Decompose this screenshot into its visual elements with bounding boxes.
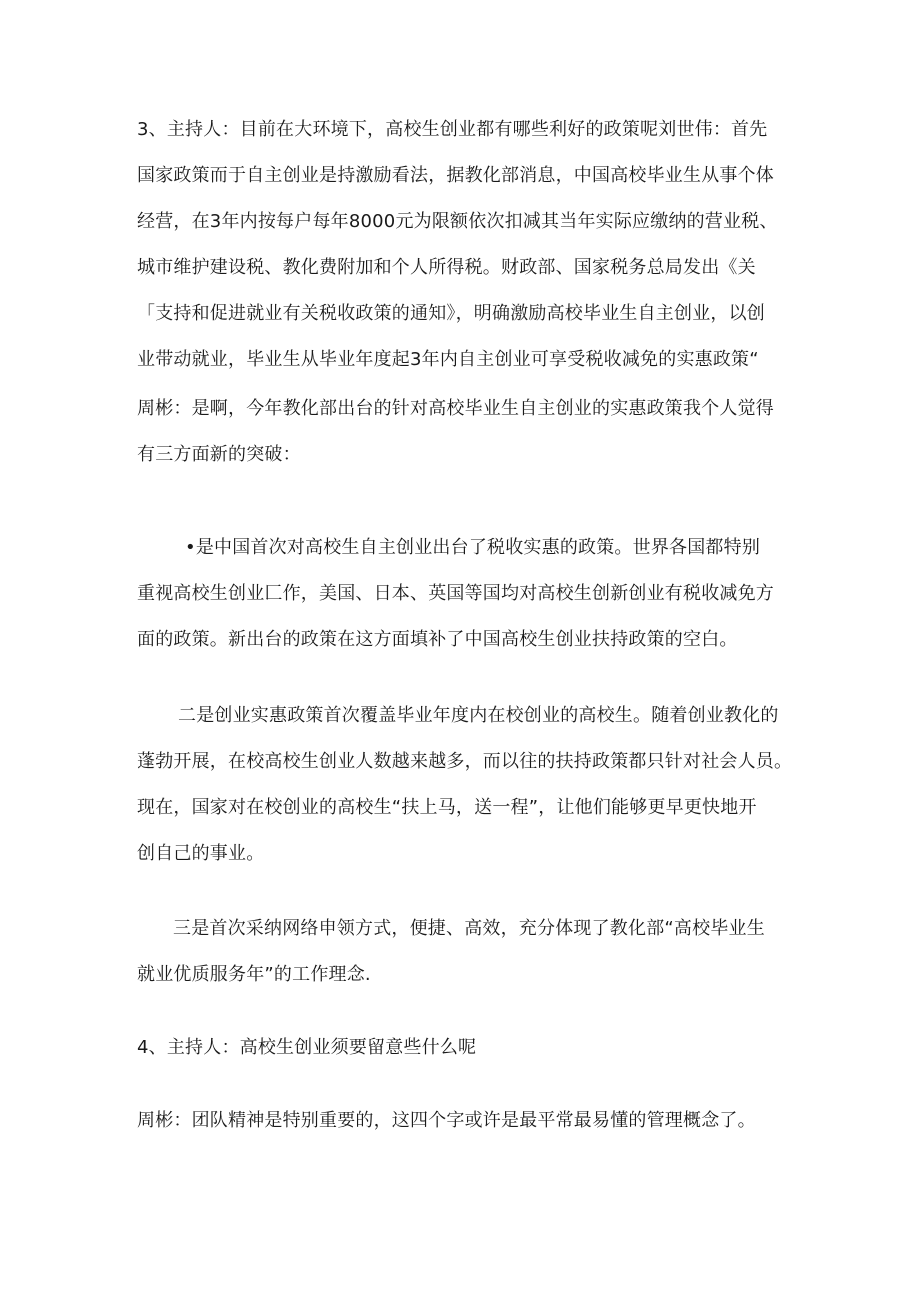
text-line: 4、主持人：高校生创业须要留意些什么呢 [137,1037,477,1058]
text-line: 周彬：是啊，今年教化部出台的针对高校毕业生自主创业的实惠政策我个人觉得 [137,398,774,419]
text-line: 3、主持人：目前在大环境下，高校生创业都有哪些利好的政策呢刘世伟：首先 [137,119,768,140]
paragraph-host-question-4 [137,1025,797,1071]
paragraph-point-two [137,693,797,877]
text-line: 蓬勃开展，在校高校生创业人数越来越多，而以往的扶持政策都只针对社会人员。 [137,751,793,772]
paragraph-zhou-bin-answer [137,386,797,478]
text-line: 创自己的事业。 [137,843,265,864]
text-line: 面的政策。新出台的政策在这方面填补了中国高校生创业扶持政策的空白。 [137,629,738,650]
text-line: 城市维护建设税、教化费附加和个人所得税。财政部、国家税务总局发出《关 [137,257,756,278]
text-line: 现在，国家对在校创业的高校生“扶上马，送一程”，让他们能够更早更快地开 [137,797,757,818]
text-line: 二是创业实惠政策首次覆盖毕业年度内在校创业的高校生。随着创业教化的 [178,705,779,726]
paragraph-host-question-3 [137,107,797,383]
text-line: 国家政策而于自主创业是持激励看法，据教化部消息，中国高校毕业生从事个体 [137,165,774,186]
text-line: 就业优质服务年”的工作理念. [137,964,371,985]
paragraph-point-three [137,906,797,998]
text-line: 业带动就业，毕业生从毕业年度起3年内自主创业可享受税收减免的实惠政策“ [137,349,759,370]
text-line: 重视高校生创业匚作，美国、日本、英国等国均对高校生创新创业有税收减免方 [137,583,774,604]
text-line: •是中国首次对高校生自主创业出台了税收实惠的政策。世界各国都特别 [185,537,761,558]
paragraph-point-one [137,525,797,663]
text-line: 经营，在3年内按每户每年8000元为限额依次扣减其当年实际应缴纳的营业税、 [137,211,778,232]
text-line: 三是首次采纳网络申领方式，便捷、高效，充分体现了教化部“高校毕业生 [173,918,765,939]
paragraph-zhou-bin-team-spirit [137,1098,797,1144]
text-line: 有三方面新的突破： [137,444,301,465]
text-line: 「支持和促进就业有关税收政策的通知》，明确激励高校毕业生自主创业，以创 [137,303,765,324]
text-line: 周彬：团队精神是特别重要的，这四个字或许是最平常最易懂的管理概念了。 [137,1110,756,1131]
